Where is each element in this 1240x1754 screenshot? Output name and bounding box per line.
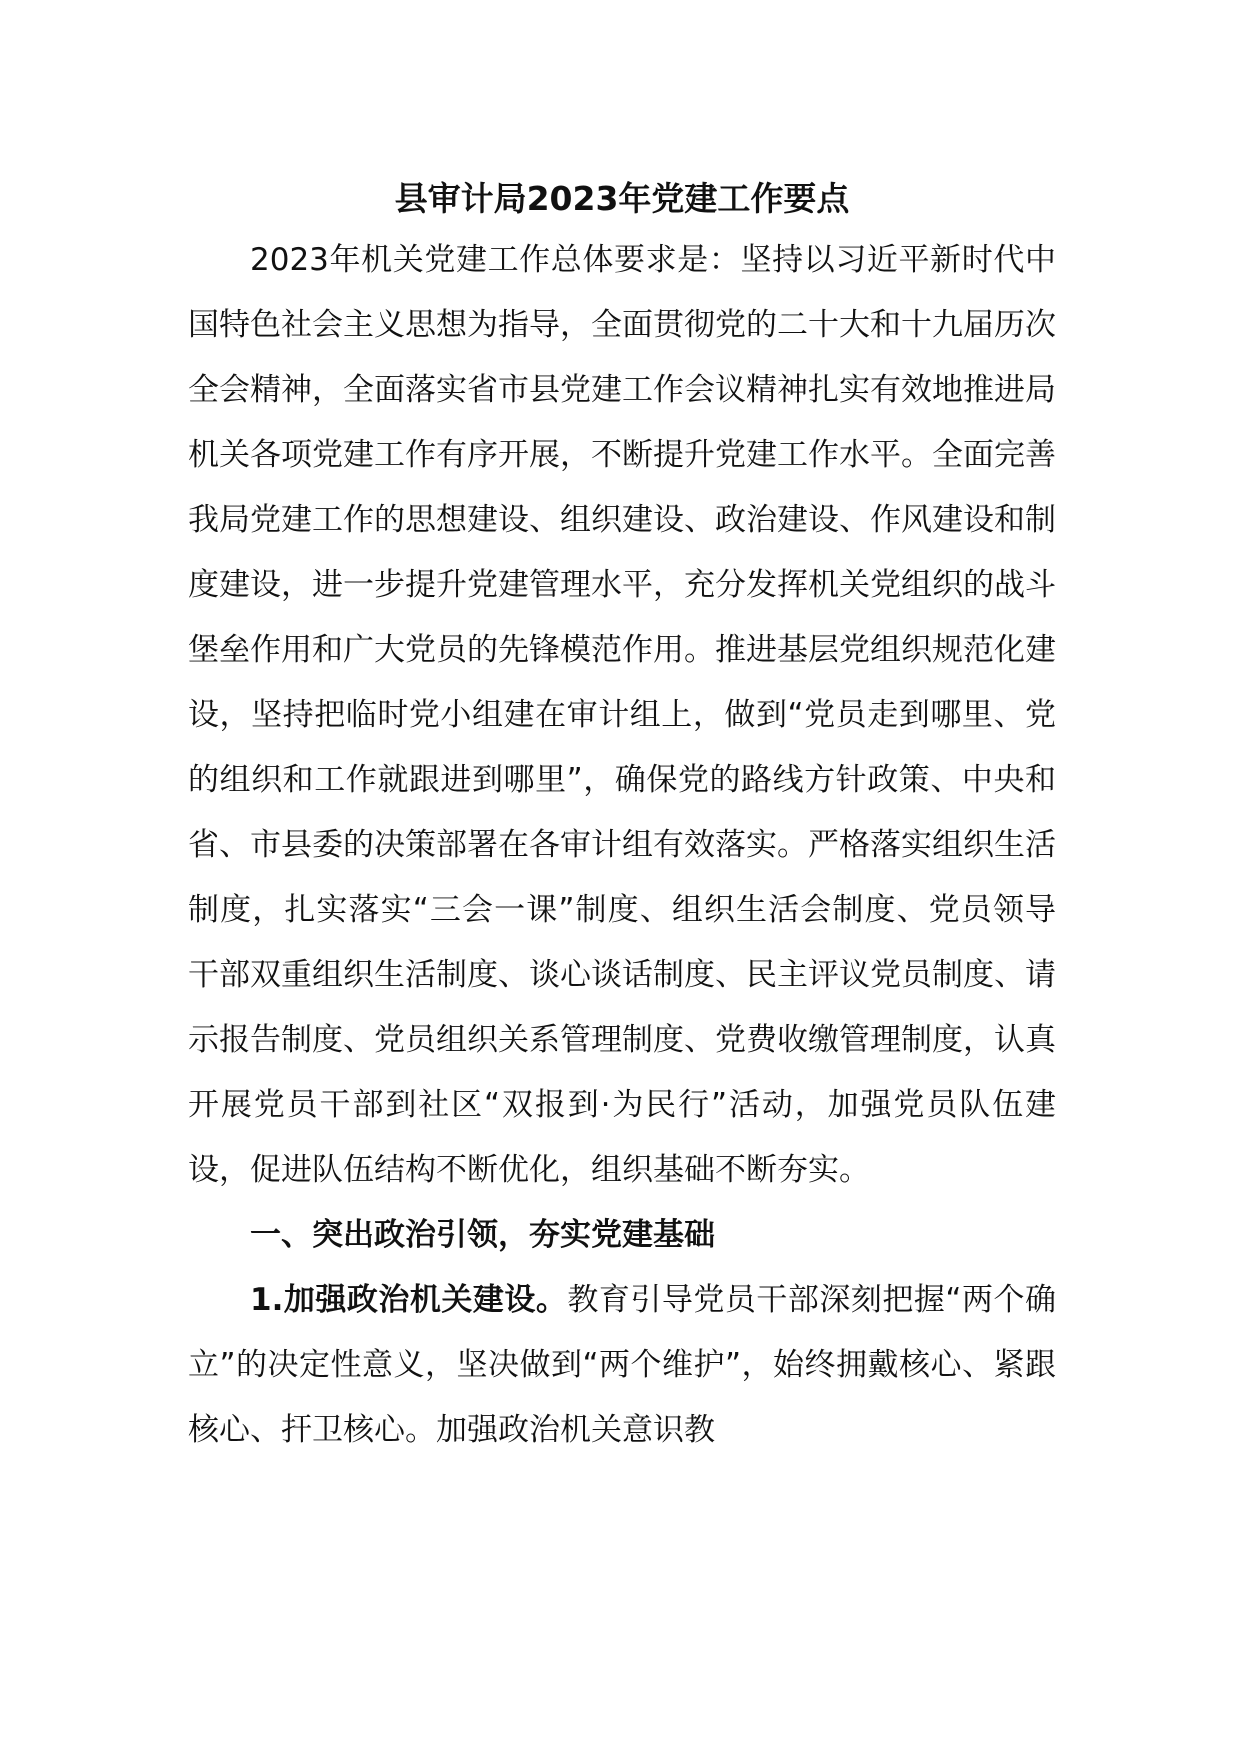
- item-1-lead: 1.加强政治机关建设。: [250, 1282, 568, 1318]
- document-title: 县审计局2023年党建工作要点: [394, 179, 850, 218]
- section-1-heading: 一、突出政治引领，夯实党建基础: [250, 1217, 715, 1253]
- item-1-paragraph: [188, 1268, 1056, 1463]
- intro-paragraph: 2023年机关党建工作总体要求是：坚持以习近平新时代中国特色社会主义思想为指导，全面贯彻党的二十大和十九届历次全会精神，全面落实省市县党建工作会议精神扎实有效地推进局机关各项党建工作有序开展，不断提升党建工作水平。全面完善我局党建工作的思想建设、组织建设、政治建设、作风建设和制度建设，进一步提升党建管理水平，充分发挥机关党组织的战斗堡垒作用和广大党员的先锋模范作用。推进基层党组织规范化建设，坚持把临时党小组建在审计组上，做到“党员走到哪里、党的组织和工作就跟进到哪里”，确保党的路线方针政策、中央和省、市县委的决策部署在各审计组有效落实。严格落实组织生活制度，扎实落实“三会一课”制度、组织生活会制度、党员领导干部双重组织生活制度、谈心谈话制度、民主评议党员制度、请示报告制度、党员组织关系管理制度、党费收缴管理制度，认真开展党员干部到社区“双报到·为民行”活动，加强党员队伍建设，促进队伍结构不断优化，组织基础不断夯实。: [188, 242, 1056, 1188]
- item-1-text: 教育引导党员干部深刻把握“两个确立”的决定性意义，坚决做到“两个维护”，始终拥戴核心、紧跟核心、扞卫核心。加强政治机关意识教: [188, 1282, 1056, 1448]
- document-page: [188, 170, 1056, 1463]
